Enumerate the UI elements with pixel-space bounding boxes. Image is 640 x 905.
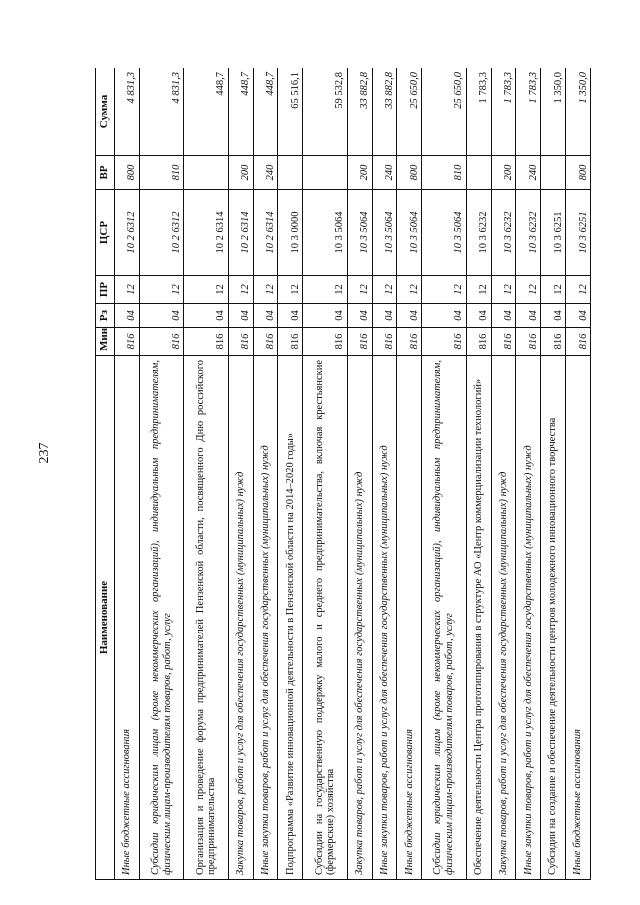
table-row [516, 68, 541, 880]
cell-pr: 12 [139, 276, 184, 304]
cell-vr [184, 156, 229, 190]
cell-csr: 10 3 6251 [541, 190, 566, 276]
cell-min: 816 [516, 328, 541, 356]
cell-rz: 04 [541, 304, 566, 328]
cell-min: 816 [491, 328, 516, 356]
cell-csr: 10 2 6314 [253, 190, 278, 276]
cell-rz: 04 [184, 304, 229, 328]
table-row [372, 68, 397, 880]
cell-rz: 04 [566, 304, 591, 328]
cell-rz: 04 [115, 304, 140, 328]
cell-rz: 04 [491, 304, 516, 328]
cell-csr: 10 2 6312 [139, 190, 184, 276]
cell-csr: 10 3 5064 [347, 190, 372, 276]
table-row [278, 68, 303, 880]
cell-name: Обеспечение деятельности Центра прототипирования в структуре АО «Центр коммерциализации технологий» [466, 356, 491, 880]
cell-vr: 800 [566, 156, 591, 190]
cell-name: Организация и проведение форума предпринимателей Пензенской области, посвященного Дню российского предпринимательства [184, 356, 229, 880]
header-name: Наименование [96, 356, 115, 880]
table-row [115, 68, 140, 880]
cell-pr: 12 [253, 276, 278, 304]
cell-pr: 12 [541, 276, 566, 304]
cell-name: Иные закупки товаров, работ и услуг для обеспечения государственных (муниципальных) нужд [372, 356, 397, 880]
cell-csr: 10 2 6314 [228, 190, 253, 276]
cell-rz: 04 [422, 304, 467, 328]
cell-csr: 10 3 6232 [516, 190, 541, 276]
cell-vr: 200 [347, 156, 372, 190]
cell-name: Иные бюджетные ассигнования [566, 356, 591, 880]
header-min: Мин [96, 328, 115, 356]
cell-csr: 10 3 6251 [566, 190, 591, 276]
table-row [466, 68, 491, 880]
cell-sum: 1 783,3 [466, 68, 491, 156]
table-header-row [96, 68, 115, 880]
cell-name: Подпрограмма «Развитие инновационной деятельности в Пензенской области на 2014–2020 годы» [278, 356, 303, 880]
cell-vr: 200 [491, 156, 516, 190]
cell-name: Закупка товаров, работ и услуг для обеспечения государственных (муниципальных) нужд [347, 356, 372, 880]
cell-sum: 33 882,8 [372, 68, 397, 156]
cell-rz: 04 [253, 304, 278, 328]
cell-csr: 10 2 6312 [115, 190, 140, 276]
cell-pr: 12 [466, 276, 491, 304]
cell-sum: 1 350,0 [566, 68, 591, 156]
cell-csr: 10 3 6232 [466, 190, 491, 276]
cell-rz: 04 [228, 304, 253, 328]
table-row [491, 68, 516, 880]
header-pr: ПР [96, 276, 115, 304]
cell-min: 816 [422, 328, 467, 356]
cell-min: 816 [372, 328, 397, 356]
table-row [541, 68, 566, 880]
cell-min: 816 [228, 328, 253, 356]
cell-sum: 4 831,3 [139, 68, 184, 156]
cell-min: 816 [541, 328, 566, 356]
cell-sum: 59 532,8 [303, 68, 348, 156]
cell-min: 816 [303, 328, 348, 356]
table-row [303, 68, 348, 880]
cell-min: 816 [253, 328, 278, 356]
cell-min: 816 [184, 328, 229, 356]
cell-sum: 4 831,3 [115, 68, 140, 156]
cell-min: 816 [347, 328, 372, 356]
cell-vr: 240 [516, 156, 541, 190]
table-row [139, 68, 184, 880]
table-row [347, 68, 372, 880]
cell-rz: 04 [139, 304, 184, 328]
cell-sum: 1 783,3 [516, 68, 541, 156]
cell-name: Закупка товаров, работ и услуг для обеспечения государственных (муниципальных) нужд [491, 356, 516, 880]
header-sum: Сумма [96, 68, 115, 156]
cell-rz: 04 [466, 304, 491, 328]
cell-sum: 25 650,0 [422, 68, 467, 156]
table-row [397, 68, 422, 880]
cell-pr: 12 [278, 276, 303, 304]
cell-pr: 12 [566, 276, 591, 304]
cell-name: Иные закупки товаров, работ и услуг для обеспечения государственных (муниципальных) нужд [253, 356, 278, 880]
cell-vr: 800 [397, 156, 422, 190]
cell-rz: 04 [372, 304, 397, 328]
header-rz: Рз [96, 304, 115, 328]
cell-name: Иные закупки товаров, работ и услуг для обеспечения государственных (муниципальных) нужд [516, 356, 541, 880]
cell-pr: 12 [372, 276, 397, 304]
cell-pr: 12 [516, 276, 541, 304]
cell-pr: 12 [115, 276, 140, 304]
cell-csr: 10 3 0000 [278, 190, 303, 276]
table-row [228, 68, 253, 880]
rotated-table-frame [95, 68, 591, 880]
cell-vr: 810 [422, 156, 467, 190]
cell-vr [466, 156, 491, 190]
cell-min: 816 [278, 328, 303, 356]
cell-rz: 04 [397, 304, 422, 328]
budget-table-container [95, 68, 591, 880]
cell-pr: 12 [397, 276, 422, 304]
cell-sum: 1 350,0 [541, 68, 566, 156]
cell-sum: 25 650,0 [397, 68, 422, 156]
cell-vr: 240 [372, 156, 397, 190]
cell-vr: 240 [253, 156, 278, 190]
cell-sum: 1 783,3 [491, 68, 516, 156]
budget-table [95, 68, 591, 880]
cell-csr: 10 3 5064 [397, 190, 422, 276]
cell-min: 816 [115, 328, 140, 356]
cell-name: Иные бюджетные ассигнования [397, 356, 422, 880]
cell-csr: 10 3 5064 [422, 190, 467, 276]
cell-vr [278, 156, 303, 190]
table-body [115, 68, 591, 880]
cell-vr [303, 156, 348, 190]
table-row [566, 68, 591, 880]
cell-sum: 65 516,1 [278, 68, 303, 156]
cell-min: 816 [566, 328, 591, 356]
cell-sum: 33 882,8 [347, 68, 372, 156]
cell-rz: 04 [278, 304, 303, 328]
cell-name: Субсидии на создание и обеспечение деятельности центров молодежного инновационного творчества [541, 356, 566, 880]
cell-name: Субсидии на государственную поддержку малого и среднего предпринимательства, включая крестьянские (фермерские) хозяйства [303, 356, 348, 880]
table-row [184, 68, 229, 880]
cell-pr: 12 [491, 276, 516, 304]
table-row [422, 68, 467, 880]
cell-sum: 448,7 [228, 68, 253, 156]
cell-min: 816 [139, 328, 184, 356]
cell-name: Иные бюджетные ассигнования [115, 356, 140, 880]
cell-pr: 12 [347, 276, 372, 304]
cell-csr: 10 3 5064 [303, 190, 348, 276]
cell-rz: 04 [347, 304, 372, 328]
cell-name: Закупка товаров, работ и услуг для обеспечения государственных (муниципальных) нужд [228, 356, 253, 880]
header-csr: ЦСР [96, 190, 115, 276]
cell-name: Субсидии юридическим лицам (кроме некоммерческих организаций), индивидуальным предпринимателям, физическим лицам-производителям товаров, работ, услуг [139, 356, 184, 880]
cell-pr: 12 [228, 276, 253, 304]
cell-min: 816 [397, 328, 422, 356]
cell-sum: 448,7 [184, 68, 229, 156]
cell-csr: 10 3 5064 [372, 190, 397, 276]
page-number: 237 [37, 442, 52, 464]
cell-min: 816 [466, 328, 491, 356]
cell-csr: 10 2 6314 [184, 190, 229, 276]
cell-sum: 448,7 [253, 68, 278, 156]
cell-vr: 800 [115, 156, 140, 190]
cell-vr: 810 [139, 156, 184, 190]
cell-rz: 04 [303, 304, 348, 328]
header-vr: ВР [96, 156, 115, 190]
table-row [253, 68, 278, 880]
cell-csr: 10 3 6232 [491, 190, 516, 276]
cell-rz: 04 [516, 304, 541, 328]
cell-vr: 200 [228, 156, 253, 190]
cell-pr: 12 [303, 276, 348, 304]
cell-pr: 12 [422, 276, 467, 304]
cell-vr [541, 156, 566, 190]
cell-pr: 12 [184, 276, 229, 304]
cell-name: Субсидии юридическим лицам (кроме некоммерческих организаций), индивидуальным предпринимателям, физическим лицам-производителям товаров, работ, услуг [422, 356, 467, 880]
